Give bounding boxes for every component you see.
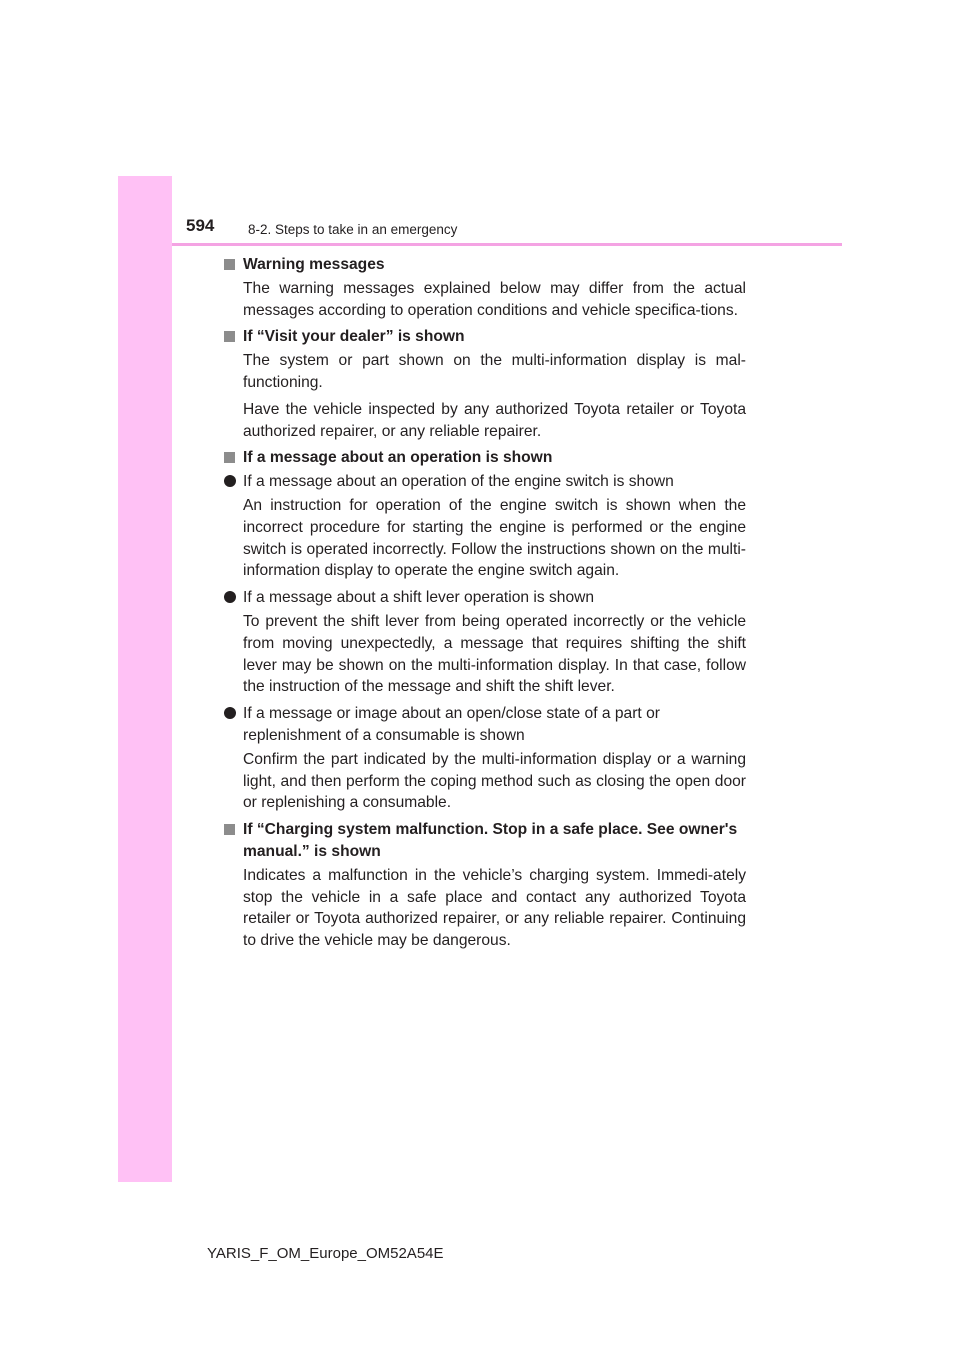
bullet-open-close-state: If a message or image about an open/close state of a part or replenishment of a consumable is shown — [224, 703, 746, 747]
page-number: 594 — [186, 216, 215, 235]
square-bullet-icon — [224, 824, 235, 835]
header-divider — [172, 243, 842, 246]
square-bullet-icon — [224, 331, 235, 342]
heading-operation-message: If a message about an operation is shown — [224, 447, 746, 469]
paragraph-dealer-1: The system or part shown on the multi-information display is mal-functioning. — [243, 352, 746, 391]
heading-charging-system: If “Charging system malfunction. Stop in a safe place. See owner's manual.” is shown — [224, 819, 746, 863]
round-bullet-icon — [224, 591, 236, 603]
page-content — [224, 254, 746, 957]
paragraph-shift-lever: To prevent the shift lever from being operated incorrectly or the vehicle from moving unexpectedly, a message that requires shifting the shift lever may be shown on the multi-information display. In that case, follow the instruction of the message and shift the shift lever. — [243, 612, 746, 696]
paragraph-engine-switch: An instruction for operation of the engine switch is shown when the incorrect procedure for starting the engine is performed or the engine switch is operated incorrectly. Follow the instructions shown on the multi-information display to operate the engine switch again. — [243, 496, 746, 580]
paragraph-open-close-state: Confirm the part indicated by the multi-information display or a warning light, and then perform the coping method such as closing the open door or replenishing a consumable. — [243, 750, 746, 812]
round-bullet-icon — [224, 475, 236, 487]
paragraph-warning: The warning messages explained below may differ from the actual messages according to operation conditions and vehicle specifica-tions. — [243, 279, 746, 319]
heading-warning-messages: Warning messages — [224, 254, 746, 276]
paragraph-charging-system: Indicates a malfunction in the vehicle’s charging system. Immedi-ately stop the vehicle in a safe place and contact any authorized Toyota retailer or Toyota authorized repairer, or any reliable repairer. Continuing to drive the vehicle may be dangerous. — [243, 866, 746, 950]
footer-doc-code: YARIS_F_OM_Europe_OM52A54E — [207, 1245, 444, 1262]
bullet-engine-switch: If a message about an operation of the engine switch is shown — [224, 471, 746, 493]
chapter-sidebar — [118, 176, 172, 1182]
square-bullet-icon — [224, 259, 235, 270]
section-title: 8-2. Steps to take in an emergency — [248, 222, 458, 237]
round-bullet-icon — [224, 707, 236, 719]
paragraph-dealer-2: Have the vehicle inspected by any authorized Toyota retailer or Toyota authorized repairer, or any reliable repairer. — [243, 400, 746, 440]
heading-visit-dealer: If “Visit your dealer” is shown — [224, 326, 746, 348]
square-bullet-icon — [224, 452, 235, 463]
bullet-shift-lever: If a message about a shift lever operation is shown — [224, 587, 746, 609]
